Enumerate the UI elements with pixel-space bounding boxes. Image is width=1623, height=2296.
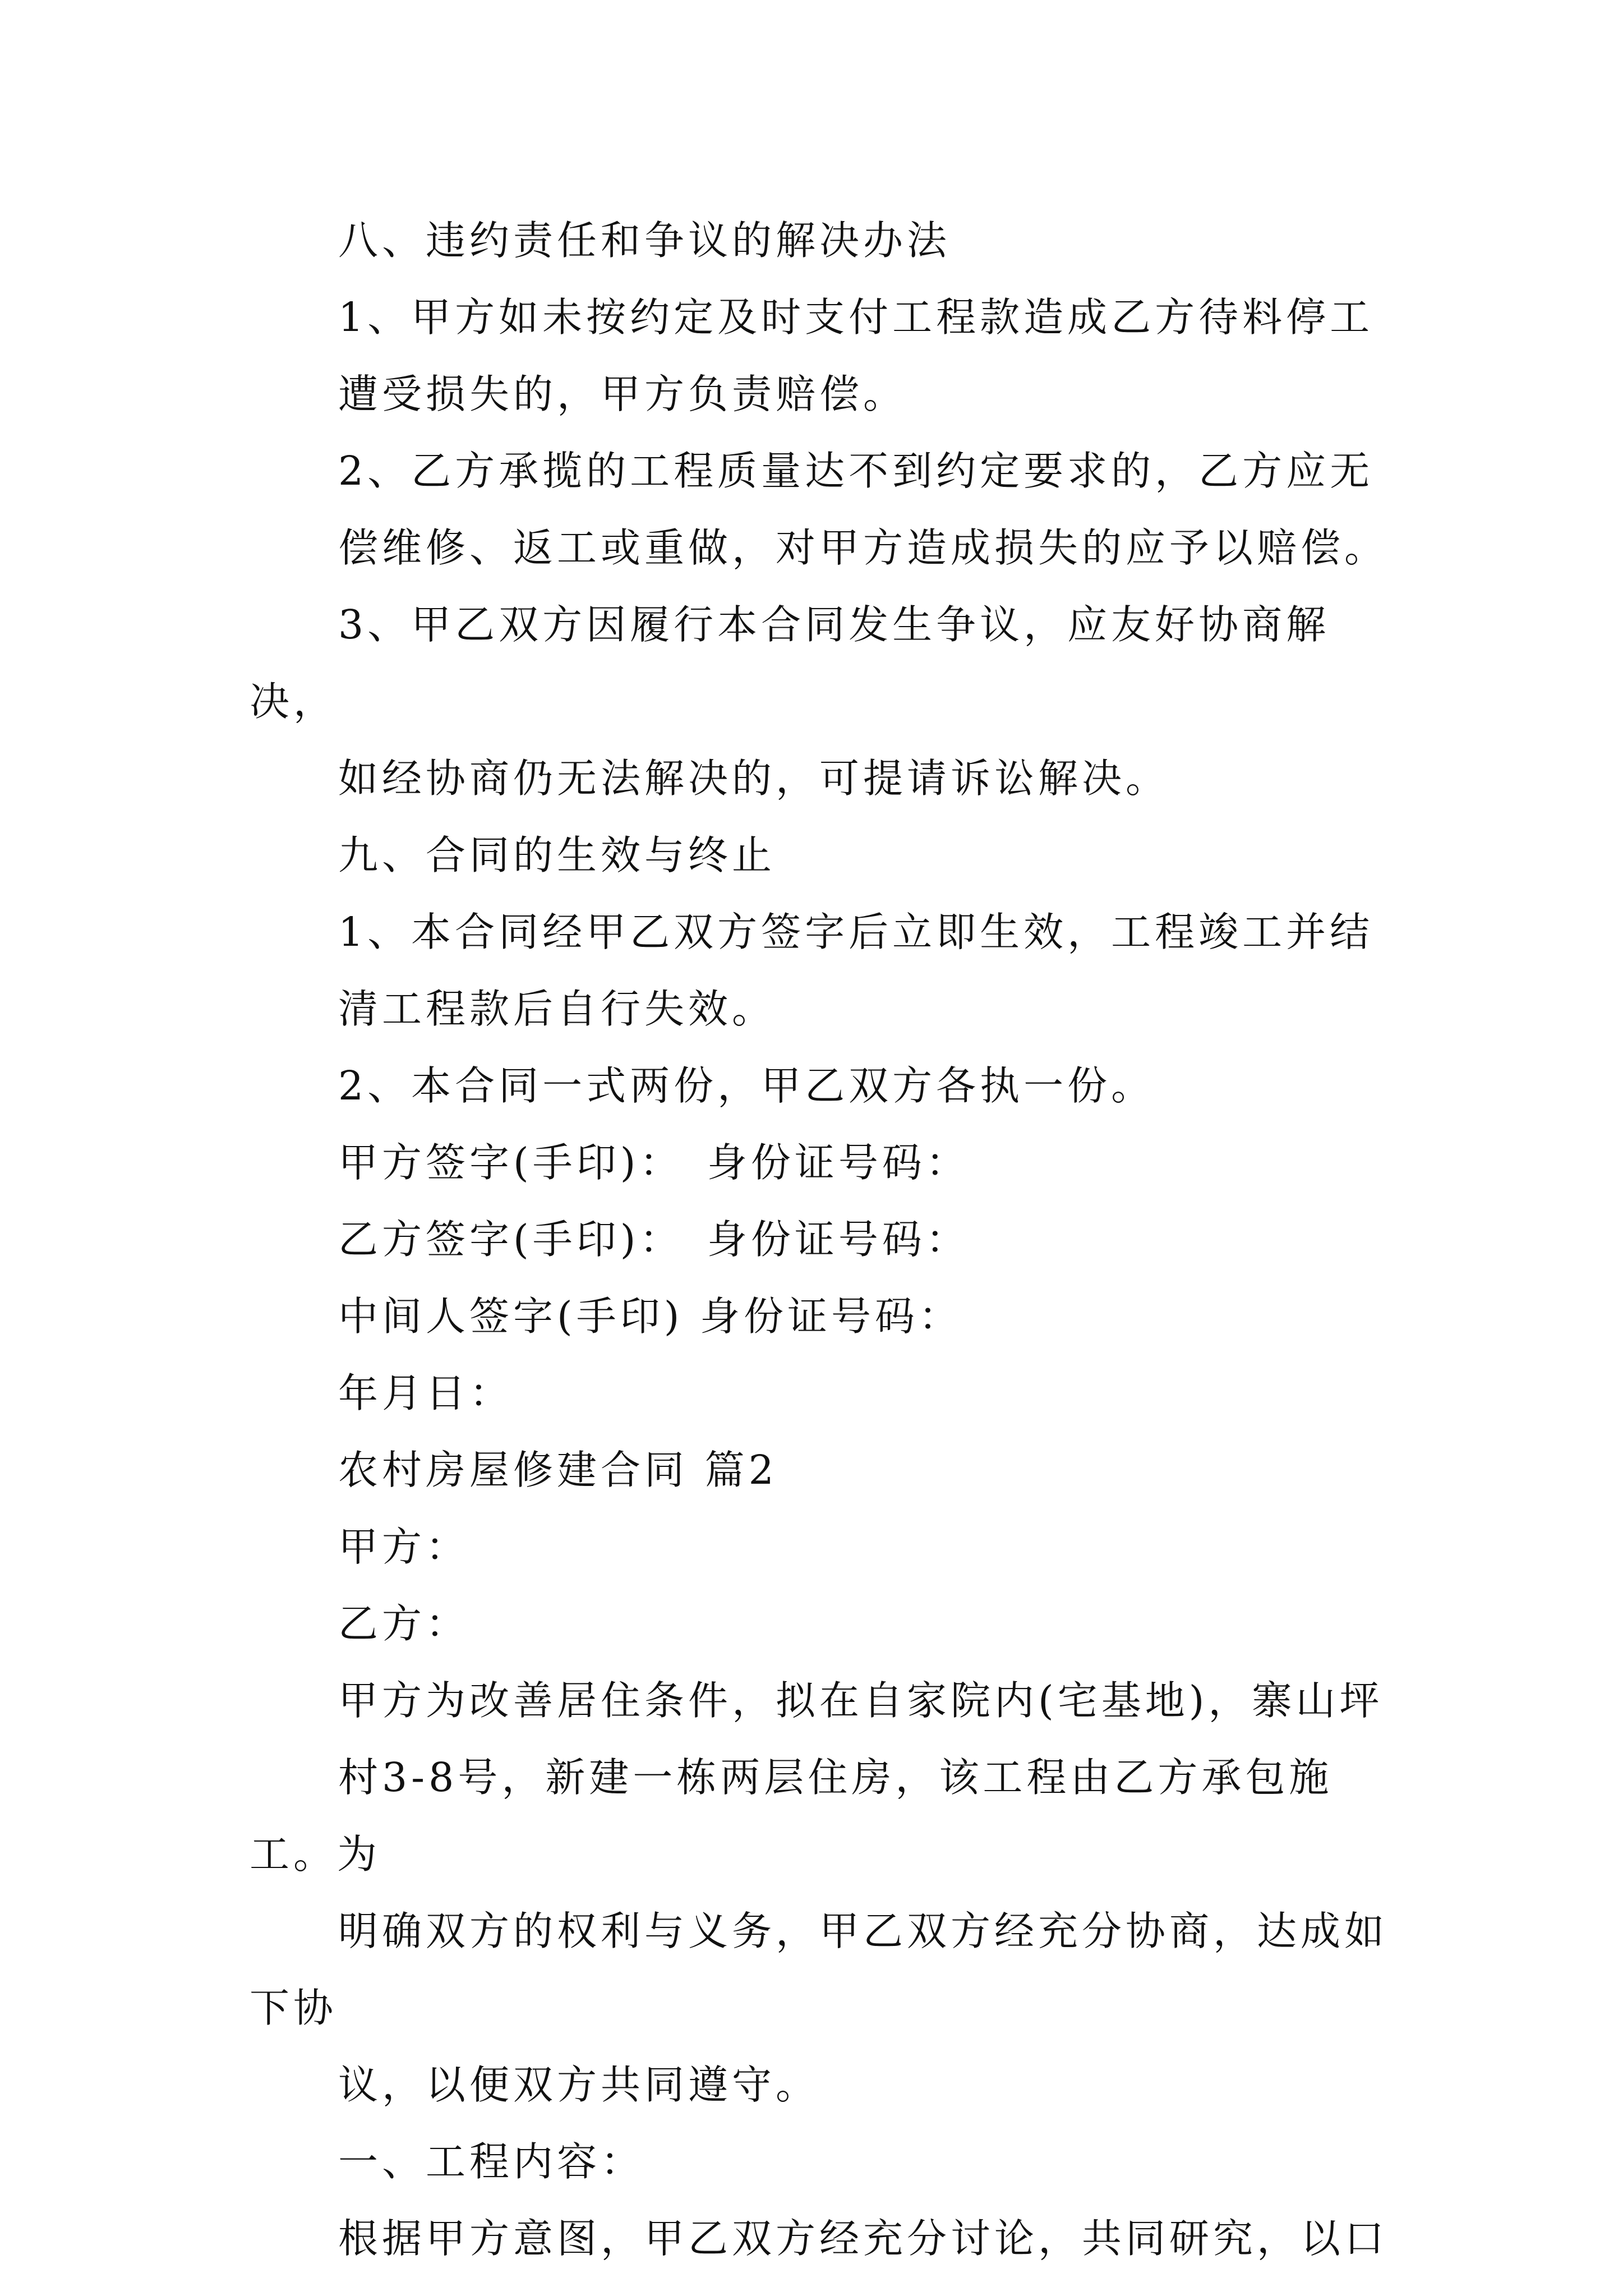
text-line: 2、乙方承揽的工程质量达不到约定要求的，乙方应无 (338, 448, 1374, 494)
text-line: 偿维修、返工或重做，对甲方造成损失的应予以赔偿。 (338, 524, 1389, 571)
signature-party-a (250, 1124, 1388, 1201)
document-page (250, 202, 1388, 2277)
text-line: 根据甲方意图，甲乙双方经充分讨论，共同研究，以口 (338, 2215, 1389, 2262)
text-line: 甲方签字(手印)： 身份证号码： (338, 1139, 970, 1186)
text-line: 中间人签字(手印) 身份证号码： (338, 1293, 962, 1340)
text-line: 如经协商仍无法解决的，可提请诉讼解决。 (338, 755, 1170, 802)
paragraph-breach-2 (250, 432, 1388, 586)
text-line: 乙方： (338, 1600, 470, 1647)
paragraph-validity-1 (250, 894, 1388, 1047)
text-line: 村3-8号，新建一栋两层住房，该工程由乙方承包施工。为 (250, 1754, 1333, 1878)
text-line: 年月日： (338, 1370, 514, 1416)
paragraph-breach-3 (250, 586, 1388, 817)
text-line: 八、违约责任和争议的解决办法 (338, 217, 951, 264)
signature-party-b (250, 1201, 1388, 1278)
text-line: 1、本合同经甲乙双方签字后立即生效，工程竣工并结 (338, 909, 1374, 955)
text-line: 2、本合同一式两份，甲乙双方各执一份。 (338, 1062, 1155, 1109)
text-line: 议，以便双方共同遵守。 (338, 2062, 820, 2108)
date-line (250, 1355, 1388, 1432)
text-line: 甲方： (338, 1524, 470, 1570)
text-line: 乙方签字(手印)： 身份证号码： (338, 1216, 970, 1263)
section-heading-validity (250, 817, 1388, 894)
text-line: 明确双方的权利与义务，甲乙双方经充分协商，达成如下协 (250, 1908, 1389, 2031)
text-line: 甲方为改善居住条件，拟在自家院内(宅基地)，寨山坪 (338, 1677, 1384, 1724)
contract-title-part-2 (250, 1432, 1388, 1508)
paragraph-preamble (250, 1662, 1388, 2123)
text-line: 遭受损失的，甲方负责赔偿。 (338, 371, 907, 417)
party-a-label (250, 1508, 1388, 1585)
text-line: 3、甲乙双方因履行本合同发生争议，应友好协商解决， (250, 601, 1330, 725)
section-heading-breach (250, 202, 1388, 279)
signature-intermediary (250, 1278, 1388, 1355)
party-b-label (250, 1585, 1388, 1662)
text-line: 九、合同的生效与终止 (338, 832, 776, 878)
paragraph-work-content (250, 2200, 1388, 2277)
text-line: 一、工程内容： (338, 2138, 645, 2185)
paragraph-validity-2 (250, 1047, 1388, 1124)
text-line: 1、甲方如未按约定及时支付工程款造成乙方待料停工 (338, 294, 1374, 341)
paragraph-breach-1 (250, 279, 1388, 432)
text-line: 农村房屋修建合同 篇2 (338, 1447, 778, 1493)
section-heading-work-content (250, 2123, 1388, 2200)
text-line: 清工程款后自行失效。 (338, 986, 776, 1032)
